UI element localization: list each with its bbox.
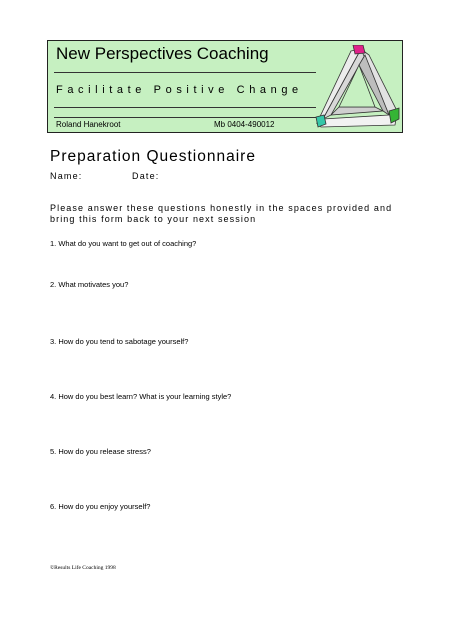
instructions-line: bring this form back to your next session — [50, 214, 257, 224]
question-2: 2. What motivates you? — [50, 280, 129, 289]
question-4: 4. How do you best learn? What is your learning style? — [50, 392, 232, 401]
question-3: 3. How do you tend to sabotage yourself? — [50, 337, 189, 346]
question-6: 6. How do you enjoy yourself? — [50, 502, 151, 511]
company-tagline: Facilitate Positive Change — [56, 84, 303, 96]
date-label: Date: — [132, 171, 160, 181]
company-name: New Perspectives Coaching — [56, 44, 269, 63]
question-1: 1. What do you want to get out of coaching? — [50, 239, 197, 248]
instructions-line: Please answer these questions honestly in the spaces provided and — [50, 203, 393, 213]
banner-divider-middle — [54, 107, 316, 108]
question-5: 5. How do you release stress? — [50, 447, 151, 456]
banner-divider-top — [54, 72, 316, 73]
coach-name: Roland Hanekroot — [56, 120, 121, 129]
coach-phone: Mb 0404-490012 — [214, 120, 275, 129]
logo-corner-magenta — [353, 45, 365, 54]
logo-corner-green — [389, 108, 399, 123]
header-banner — [47, 40, 403, 133]
page-title: Preparation Questionnaire — [50, 148, 256, 165]
banner-divider-bottom — [54, 117, 316, 118]
name-label: Name: — [50, 171, 83, 181]
copyright-footer: ©Results Life Coaching 1998 — [50, 565, 116, 571]
impossible-triangle-icon — [313, 45, 401, 131]
instructions — [50, 203, 410, 225]
